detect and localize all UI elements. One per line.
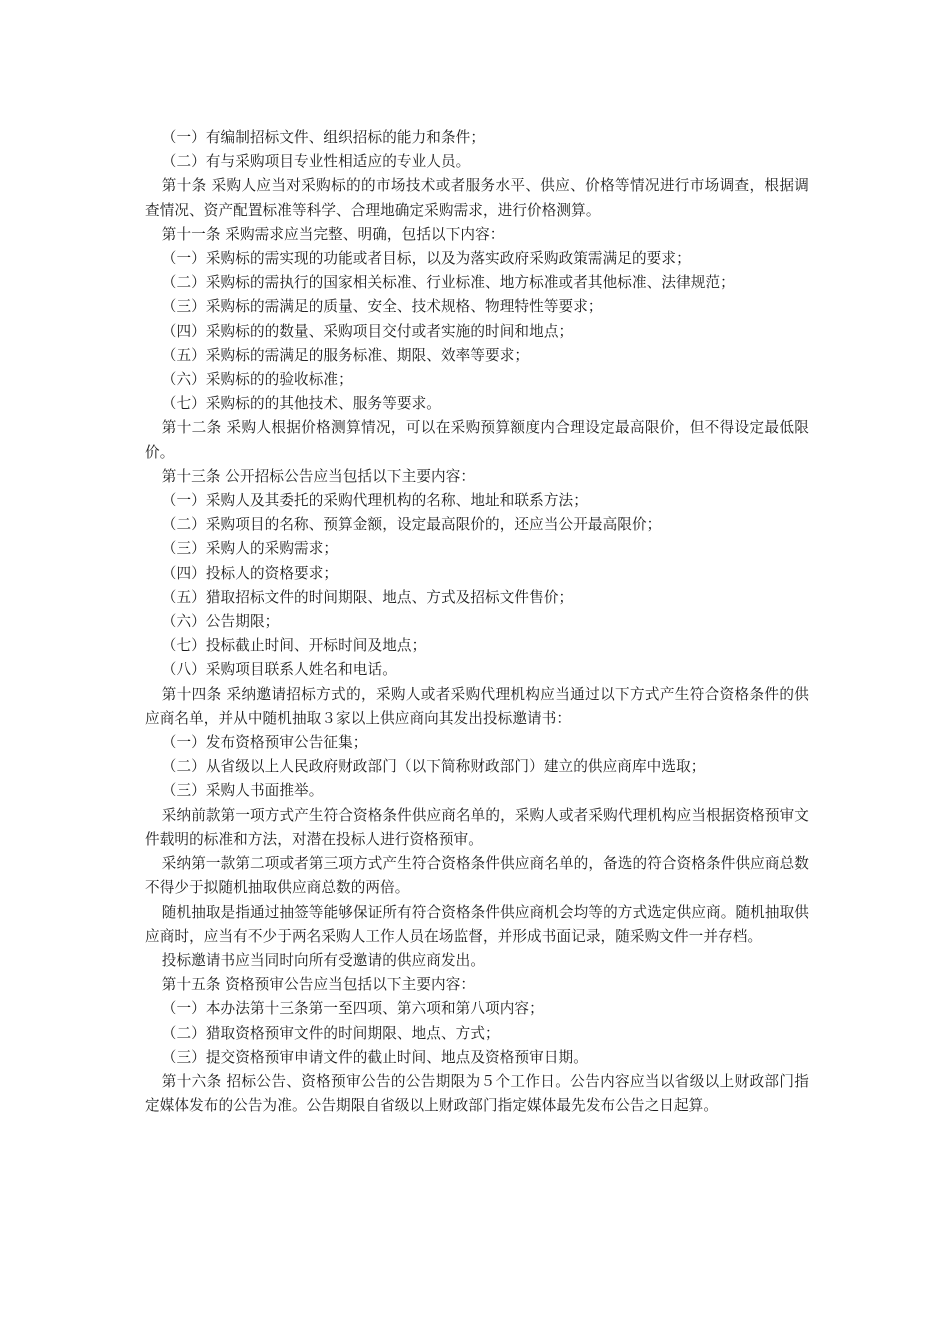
article-15: 第十五条 资格预审公告应当包括以下主要内容： <box>161 976 476 994</box>
article-10: 第十条 采购人应当对采购标的的市场技术或者服务水平、供应、价格等情况进行市场调查，根据调查情况、资产配置标准等科学、合理地确定采购需求，进行价格测算。 <box>145 177 809 219</box>
article-13: 第十三条 公开招标公告应当包括以下主要内容： <box>161 467 476 485</box>
article-13-item-5: （五）猎取招标文件的时间期限、地点、方式及招标文件售价； <box>161 588 574 606</box>
article-13-item-4: （四）投标人的资格要求； <box>161 564 339 582</box>
clause-9-item-2: （二）有与采购项目专业性相适应的专业人员。 <box>161 153 471 171</box>
article-15-item-1: （一）本办法第十三条第一至四项、第六项和第八项内容； <box>161 1000 544 1018</box>
article-14-para-2: 采纳前款第一项方式产生符合资格条件供应商名单的，采购人或者采购代理机构应当根据资格预审文件载明的标准和方法，对潜在投标人进行资格预审。 <box>145 806 809 848</box>
article-14-item-2: （二）从省级以上人民政府财政部门（以下简称财政部门）建立的供应商库中选取； <box>161 758 706 776</box>
article-11-item-2: （二）采购标的需执行的国家相关标准、行业标准、地方标准或者其他标准、法律规范； <box>161 274 735 292</box>
article-14-para-3: 采纳第一款第二项或者第三项方式产生符合资格条件供应商名单的，备选的符合资格条件供应商总数不得少于拟随机抽取供应商总数的两倍。 <box>145 855 809 897</box>
article-15-item-3: （三）提交资格预审申请文件的截止时间、地点及资格预审日期。 <box>161 1048 588 1066</box>
article-14-item-3: （三）采购人书面推举。 <box>161 782 324 800</box>
article-15-item-2: （二）猎取资格预审文件的时间期限、地点、方式； <box>161 1024 500 1042</box>
article-14-para-4: 随机抽取是指通过抽签等能够保证所有符合资格条件供应商机会均等的方式选定供应商。随机抽取供应商时，应当有不少于两名采购人工作人员在场监督，并形成书面记录，随采购文件一并存档。 <box>145 903 809 945</box>
article-14-para-5: 投标邀请书应当同时向所有受邀请的供应商发出。 <box>161 951 486 969</box>
article-11-item-3: （三）采购标的需满足的质量、安全、技术规格、物理特性等要求； <box>161 298 603 316</box>
article-13-item-1: （一）采购人及其委托的采购代理机构的名称、地址和联系方法； <box>161 492 588 510</box>
article-13-item-8: （八）采购项目联系人姓名和电话。 <box>161 661 397 679</box>
clause-9-item-1: （一）有编制招标文件、组织招标的能力和条件； <box>161 129 486 146</box>
article-13-item-6: （六）公告期限； <box>161 613 280 631</box>
article-11-item-6: （六）采购标的的验收标准； <box>161 371 353 389</box>
article-11: 第十一条 采购需求应当完整、明确，包括以下内容： <box>161 225 505 243</box>
article-13-item-7: （七）投标截止时间、开标时间及地点； <box>161 637 427 655</box>
article-12: 第十二条 采购人根据价格测算情况，可以在采购预算额度内合理设定最高限价，但不得设定最低限价。 <box>145 419 809 461</box>
article-11-item-1: （一）采购标的需实现的功能或者目标，以及为落实政府采购政策需满足的要求； <box>161 250 691 268</box>
article-13-item-2: （二）采购项目的名称、预算金额，设定最高限价的，还应当公开最高限价； <box>161 516 662 534</box>
article-11-item-5: （五）采购标的需满足的服务标准、期限、效率等要求； <box>161 346 530 364</box>
article-14: 第十四条 采纳邀请招标方式的，采购人或者采购代理机构应当通过以下方式产生符合资格条件的供应商名单，并从中随机抽取３家以上供应商向其发出投标邀请书： <box>145 685 809 727</box>
article-13-item-3: （三）采购人的采购需求； <box>161 540 339 558</box>
article-11-item-4: （四）采购标的的数量、采购项目交付或者实施的时间和地点； <box>161 322 574 340</box>
article-16: 第十六条 招标公告、资格预审公告的公告期限为５个工作日。公告内容应当以省级以上财政部门指定媒体发布的公告为准。公告期限自省级以上财政部门指定媒体最先发布公告之日起算。 <box>145 1072 809 1115</box>
document-body <box>145 126 809 1118</box>
article-14-item-1: （一）发布资格预审公告征集； <box>161 734 368 752</box>
article-11-item-7: （七）采购标的的其他技术、服务等要求。 <box>161 395 441 413</box>
